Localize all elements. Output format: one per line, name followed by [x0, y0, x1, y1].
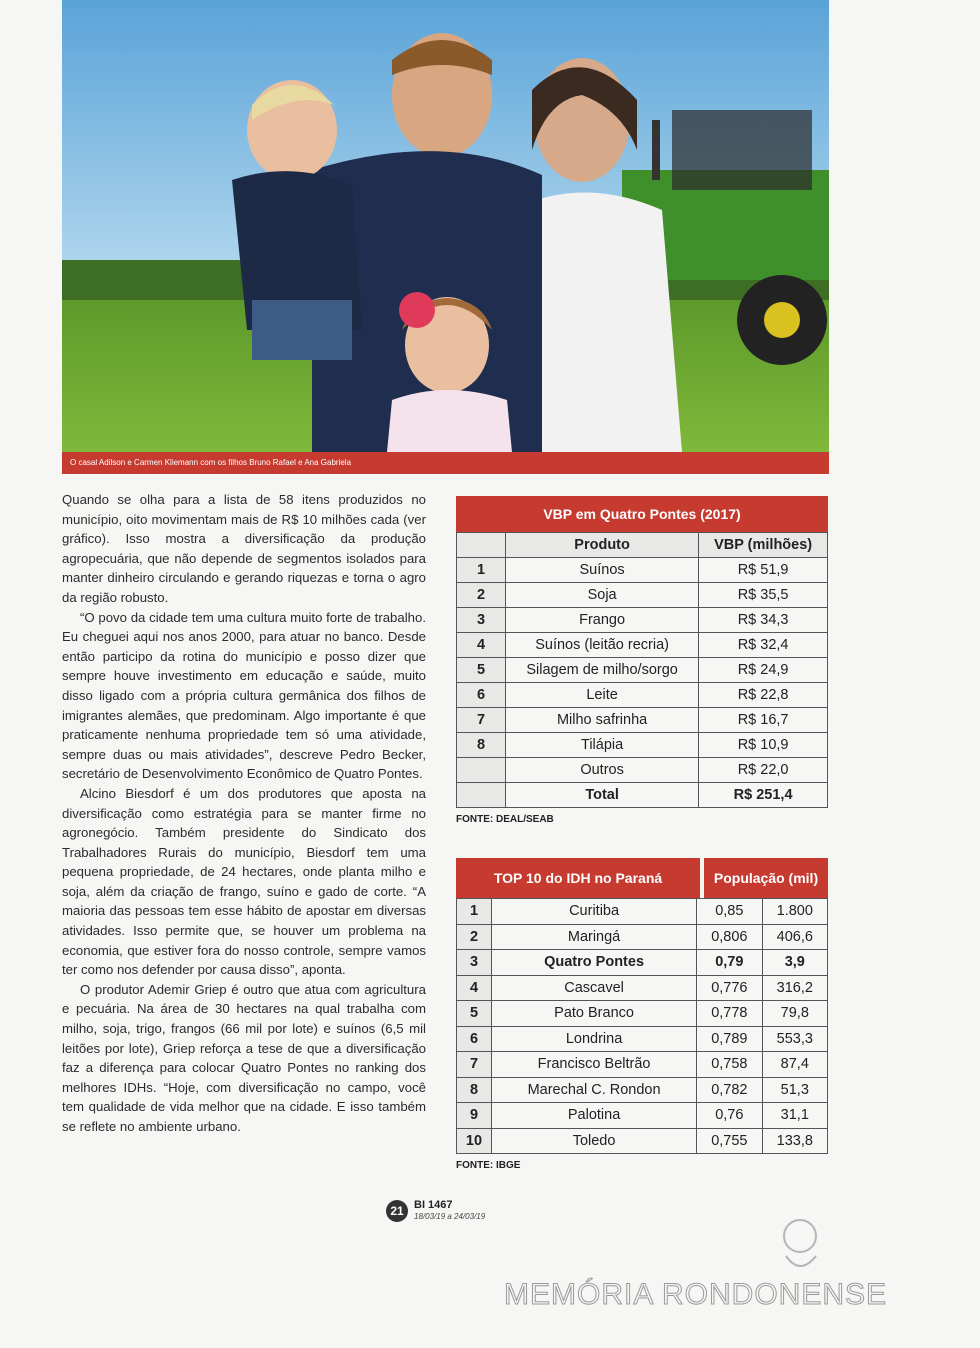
row-value: R$ 24,9 [699, 658, 828, 683]
row-city: Curitiba [492, 899, 697, 925]
table-row-other [457, 758, 828, 783]
row-city: Pato Branco [492, 1001, 697, 1027]
row-idh: 0,789 [697, 1026, 762, 1052]
row-city: Londrina [492, 1026, 697, 1052]
row-rank: 8 [457, 1077, 492, 1103]
table-row-highlight [457, 950, 828, 976]
row-rank: 10 [457, 1128, 492, 1154]
row-rank: 3 [457, 950, 492, 976]
row-number: 1 [457, 558, 506, 583]
row-product: Silagem de milho/sorgo [506, 658, 699, 683]
row-number: 8 [457, 733, 506, 758]
family-photo [62, 0, 829, 452]
row-city: Marechal C. Rondon [492, 1077, 697, 1103]
row-rank: 5 [457, 1001, 492, 1027]
idh-source: FONTE: IBGE [456, 1160, 521, 1171]
table-row [457, 1026, 828, 1052]
row-rank: 4 [457, 975, 492, 1001]
row-number-empty [457, 783, 506, 808]
issue-dates: 18/03/19 a 24/03/19 [414, 1212, 486, 1221]
table-row [457, 733, 828, 758]
row-idh: 0,79 [697, 950, 762, 976]
vbp-table-title: VBP em Quatro Pontes (2017) [456, 496, 828, 532]
table-row [457, 608, 828, 633]
idh-table-title: TOP 10 do IDH no Paraná [456, 858, 700, 898]
table-row [457, 1077, 828, 1103]
row-city: Maringá [492, 924, 697, 950]
table-row [457, 658, 828, 683]
row-population: 133,8 [762, 1128, 827, 1154]
row-city: Quatro Pontes [492, 950, 697, 976]
row-population: 406,6 [762, 924, 827, 950]
row-value: R$ 22,8 [699, 683, 828, 708]
row-product: Milho safrinha [506, 708, 699, 733]
row-number: 2 [457, 583, 506, 608]
row-idh: 0,776 [697, 975, 762, 1001]
row-rank: 6 [457, 1026, 492, 1052]
issue-info [414, 1200, 485, 1222]
row-value: R$ 10,9 [699, 733, 828, 758]
row-number: 7 [457, 708, 506, 733]
table-row [457, 633, 828, 658]
row-product: Tilápia [506, 733, 699, 758]
row-city: Cascavel [492, 975, 697, 1001]
row-idh: 0,778 [697, 1001, 762, 1027]
row-rank: 2 [457, 924, 492, 950]
vbp-table-grid [456, 532, 828, 808]
header-empty [457, 533, 506, 558]
row-product: Leite [506, 683, 699, 708]
row-number: 3 [457, 608, 506, 633]
idh-population-header: População (mil) [704, 858, 828, 898]
page-number: 21 [386, 1200, 408, 1222]
table-row [457, 899, 828, 925]
issue-number: BI 1467 [414, 1199, 453, 1211]
row-rank: 9 [457, 1103, 492, 1129]
table-row [457, 975, 828, 1001]
table-row [457, 1103, 828, 1129]
watermark-text: MEMÓRIA RONDONENSE [504, 1278, 888, 1311]
row-rank: 7 [457, 1052, 492, 1078]
table-header-row [457, 533, 828, 558]
article-paragraph: Alcino Biesdorf é um dos produtores que aposta na diversificação como estratégia para se manter firme no agronegócio. Também presidente do Sindicato dos Trabalhadores Rurais do município, Biesdorf tem uma pequena propriedade, de 24 hectares, onde planta milho e soja, além da criação de frango, suíno e gado de corte. “A maioria das pessoas tem esse hábito de apostar em diversas atividades. Isso permite que, se houver um problema na economia, que estiver fora do nosso controle, sempre vamos ter como nos defender por causa disso”, aponta. [62, 785, 426, 978]
article-paragraph: O produtor Ademir Griep é outro que atua com agricultura e pecuária. Na área de 30 hectares na qual trabalha com milho, soja, trigo, frangos (66 mil por lote) e suínos (6,5 mil leitões por lote), Griep reforça a tese de que a diversificação faz a diferença para colocar Quatro Pontes no ranking dos melhores IDHs. “Hoje, com diversificação no campo, você tem qualidade de vida melhor que na cidade. E isso também se reflete no ambiente urbano. [62, 981, 426, 1134]
row-population: 87,4 [762, 1052, 827, 1078]
vbp-table [456, 496, 828, 825]
row-population: 316,2 [762, 975, 827, 1001]
article-paragraph: Quando se olha para a lista de 58 itens produzidos no município, oito movimentam mais de R$ 10 milhões cada (ver gráfico). Isso mostra a diversificação da produção agropecuária, que não depende de segmentos isolados para manter dinheiro circulando e gerando riquezas e torna o agro da região robusto. [62, 492, 426, 605]
row-total-value: R$ 251,4 [699, 783, 828, 808]
row-population: 31,1 [762, 1103, 827, 1129]
article-paragraph: “O povo da cidade tem uma cultura muito forte de trabalho. Eu cheguei aqui nos anos 2000, para atuar no banco. Desde então participo da rotina do município e posso dizer que sempre houve investimento em educação e saúde, muito disso ligado com a própria cultura germânica dos filhos de imigrantes alemães, que predominam. Algo importante é que praticamente nenhuma propriedade tem só uma atividade, sempre duas ou mais atividades”, descreve Pedro Becker, secretário de Desenvolvimento Econômico de Quatro Pontes. [62, 609, 426, 782]
row-idh: 0,806 [697, 924, 762, 950]
idh-table-grid [456, 898, 828, 1154]
row-population: 3,9 [762, 950, 827, 976]
idh-table [456, 858, 828, 1171]
table-row [457, 708, 828, 733]
photo-caption: O casal Adilson e Carmen Kliemann com os filhos Bruno Rafael e Ana Gabriela [62, 452, 829, 474]
row-product: Outros [506, 758, 699, 783]
row-city: Toledo [492, 1128, 697, 1154]
row-population: 1.800 [762, 899, 827, 925]
row-population: 51,3 [762, 1077, 827, 1103]
table-row [457, 1052, 828, 1078]
row-city: Francisco Beltrão [492, 1052, 697, 1078]
row-idh: 0,782 [697, 1077, 762, 1103]
row-idh: 0,755 [697, 1128, 762, 1154]
row-product: Suínos (leitão recria) [506, 633, 699, 658]
row-total-label: Total [506, 783, 699, 808]
table-row [457, 1001, 828, 1027]
row-idh: 0,76 [697, 1103, 762, 1129]
row-number-empty [457, 758, 506, 783]
row-value: R$ 35,5 [699, 583, 828, 608]
row-value: R$ 16,7 [699, 708, 828, 733]
table-row [457, 558, 828, 583]
row-number: 4 [457, 633, 506, 658]
header-vbp: VBP (milhões) [699, 533, 828, 558]
table-row [457, 924, 828, 950]
table-row [457, 1128, 828, 1154]
article-body [62, 490, 426, 1137]
row-population: 553,3 [762, 1026, 827, 1052]
row-value: R$ 34,3 [699, 608, 828, 633]
row-number: 6 [457, 683, 506, 708]
row-idh: 0,758 [697, 1052, 762, 1078]
row-product: Soja [506, 583, 699, 608]
row-city: Palotina [492, 1103, 697, 1129]
vbp-source: FONTE: DEAL/SEAB [456, 814, 554, 825]
table-row [457, 583, 828, 608]
row-value: R$ 32,4 [699, 633, 828, 658]
row-population: 79,8 [762, 1001, 827, 1027]
table-row-total [457, 783, 828, 808]
row-number: 5 [457, 658, 506, 683]
row-idh: 0,85 [697, 899, 762, 925]
row-value: R$ 22,0 [699, 758, 828, 783]
table-row [457, 683, 828, 708]
row-value: R$ 51,9 [699, 558, 828, 583]
row-product: Suínos [506, 558, 699, 583]
row-product: Frango [506, 608, 699, 633]
header-product: Produto [506, 533, 699, 558]
page-footer [386, 1200, 485, 1222]
row-rank: 1 [457, 899, 492, 925]
watermark-logo-icon [776, 1216, 826, 1276]
idh-table-header [456, 858, 828, 898]
